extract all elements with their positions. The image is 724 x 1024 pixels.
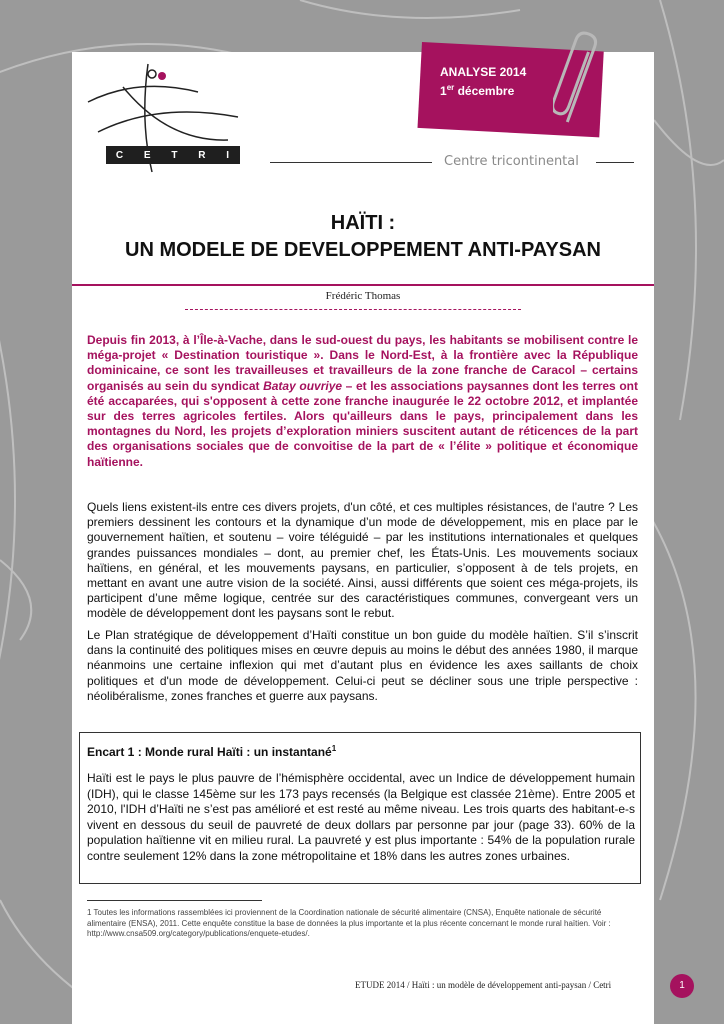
logo-letter: E bbox=[143, 149, 152, 161]
body-paragraph: Le Plan stratégique de développement d’Haïti constitue un bon guide du modèle haïtien. S’il s’inscrit dans la continuité des politiques mises en œuvre depuis au moins le début des années 1980, il marque néanmoins une certaine inflexion qui met d’autant plus en évidence les axes saillants de choix politiques et d'un mode de développement. Celui-ci peut se décliner sous une triple perspective : néolibéralisme, zones franches et guerre aux paysans. bbox=[87, 628, 638, 703]
body-paragraph: Quels liens existent-ils entre ces divers projets, d'un côté, et ces multiples résistances, de l'autre ? Les premiers dessinent les contours et la dynamique d’un mode de développement, mis en place par le gouvernement haïtien, et soutenu – voire téléguidé – par les institutions internationales et quelques grandes puissances mondiales – dont, au premier chef, les États-Unis. Les mouvements sociaux haïtiens, en général, et les mouvements paysans, en particulier, s’opposent à de tels projets, en mettant en avant une autre vision de la société. Ainsi, aussi différents que soient ces méga-projets, ils participent d’une même logique, centrée sur des caractéristiques communes, convergeant vers un modèle de développement dont les paysans sont le rebut. bbox=[87, 500, 638, 621]
header-rule-right bbox=[596, 162, 634, 163]
footnote: 1 Toutes les informations rassemblées ici proviennent de la Coordination nationale de sécurité alimentaire (CNSA), Enquête nationale de sécurité alimentaire (ENSA), 2011. Cette enquête constitue la base de données la plus importante et la plus récente concernant le monde rural haïtien. Voir : http://www.cnsa509.org/category/publications/enquete-etudes/. bbox=[87, 908, 611, 938]
logo-letter: R bbox=[198, 149, 207, 161]
logo-letter: T bbox=[171, 149, 179, 161]
logo-letter: I bbox=[226, 149, 231, 161]
author-rule bbox=[185, 309, 521, 310]
centre-label: Centre tricontinental bbox=[444, 154, 579, 169]
footnote-ref[interactable]: 1 bbox=[331, 744, 337, 753]
logo-letter: C bbox=[115, 149, 125, 161]
cetri-logo-bar bbox=[106, 146, 240, 164]
encart-body: Haïti est le pays le plus pauvre de l’hémisphère occidental, avec un Indice de développement humain (IDH), qui le classe 145ème sur les 173 pays recensés (la Belgique est classée 21ème). Entre 2005 et 2010, l'IDH d’Haïti ne s’est pas amélioré et est resté au même niveau. Les trois quarts des habitant-e-s vivent en dessous du seuil de pauvreté de deux dollars par personne par jour (page 33). 60% de la population haïtienne vit en milieu rural. La pauvreté y est plus importante : 54% de la population rurale contre seulement 12% dans la zone métropolitaine et 18% dans les autres zones urbaines. bbox=[87, 771, 635, 863]
author: Frédéric Thomas bbox=[325, 290, 401, 302]
paperclip-icon bbox=[553, 28, 603, 128]
header-rule-left bbox=[270, 162, 432, 163]
lead-italic: Batay ouvriye bbox=[263, 378, 343, 393]
lead-paragraph: Depuis fin 2013, à l’Île-à-Vache, dans le sud-ouest du pays, les habitants se mobilisent contre le méga-projet « Destination touristique ». Dans le Nord-Est, à la frontière avec la République dominicaine, ce sont les travailleuses et travailleurs de la zone franche de Caracol – certains organisés au sein du syndicat Batay ouvriye – et les associations paysannes dont les terres ont été accaparées, qui s'opposent à cette zone franche inaugurée le 22 octobre 2012, et implantée sur des terres agricoles fertiles. Alors qu'ailleurs dans le pays, principalement dans les montagnes du Nord, les projets d’exploration miniers suscitent autant de réticences de la part des organisations sociales que de convoitise de la part de « l’élite » politique et économique haïtienne. bbox=[87, 333, 638, 469]
title-rule bbox=[72, 284, 654, 286]
page-number: 1 bbox=[670, 974, 694, 998]
analysis-date: 1er décembre bbox=[440, 83, 515, 98]
encart-title: Encart 1 : Monde rural Haïti : un instantané$^1$ bbox=[87, 744, 337, 759]
analysis-year: ANALYSE 2014 bbox=[440, 65, 527, 79]
analysis-tag-text bbox=[440, 64, 526, 99]
title-line-2: UN MODELE DE DEVELOPPEMENT ANTI-PAYSAN bbox=[125, 239, 601, 261]
footnote-rule bbox=[87, 900, 262, 901]
cetri-logo-icon bbox=[78, 62, 258, 182]
title-line-1: HAÏTI : bbox=[330, 212, 396, 234]
page-title bbox=[72, 210, 654, 264]
page-footer: ETUDE 2014 / Haïti : un modèle de développement anti-paysan / Cetri bbox=[355, 980, 612, 990]
